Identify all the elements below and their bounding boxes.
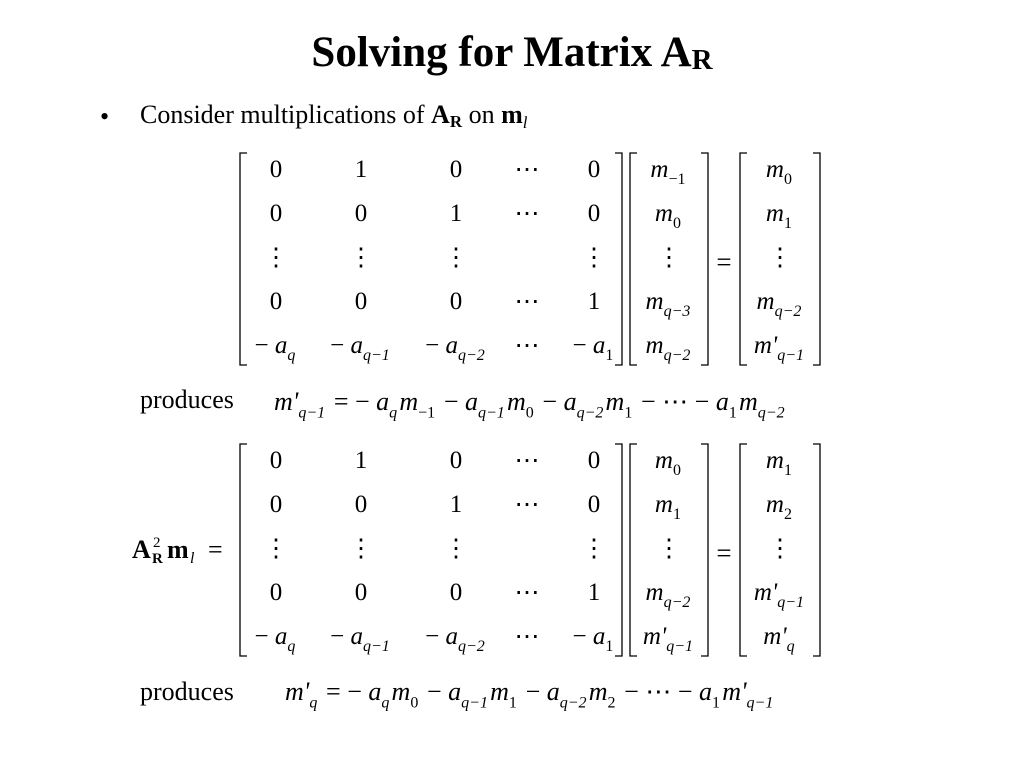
- eq2-vector-out-right-bracket: [813, 444, 820, 656]
- eq2-vector-out-r5: $m'_q$: [763, 623, 795, 655]
- bullet-vector-m: m: [501, 100, 523, 129]
- bullet-vector-m-subscript: l: [522, 113, 528, 132]
- eq2-matrix-r4-c2: 0: [354, 579, 368, 606]
- eq2-matrix-r3-c2: ⋮: [348, 535, 374, 562]
- eq2-matrix-left-bracket: [240, 444, 247, 656]
- eq1-matrix-r1-c1: 0: [269, 156, 283, 183]
- eq2-lhs-matrix-a: A: [132, 535, 151, 564]
- slide-title-subscript: R: [691, 44, 713, 76]
- eq2-lhs-equals: =: [208, 535, 223, 564]
- eq1-matrix-r2-c5: 0: [587, 200, 601, 227]
- eq2-lhs-superscript: 2: [153, 535, 161, 551]
- eq2-vector-in-r4: $m_{q-2}$: [645, 579, 691, 611]
- eq2-lhs-subscript: R: [152, 551, 163, 567]
- eq2-matrix-r1-c5: 0: [587, 447, 601, 474]
- eq2-matrix-r5-c1: − $a_q$: [254, 623, 296, 655]
- eq1-matrix-r3-c2: ⋮: [348, 244, 374, 271]
- eq2-matrix-r1-c3: 0: [449, 447, 463, 474]
- eq1-matrix-r2-c1: 0: [269, 200, 283, 227]
- eq2-matrix-r4-c4: ⋯: [514, 579, 540, 606]
- produces-label-2: produces: [140, 677, 234, 706]
- eq2-equals-sign: =: [716, 538, 732, 568]
- eq2-vector-out-r2: $m_2$: [765, 491, 792, 523]
- eq1-vector-out-r4: $m_{q-2}$: [756, 288, 802, 320]
- eq1-vector-in-r5: $m_{q-2}$: [645, 332, 691, 364]
- eq2-matrix-r5-c2: − $a_{q-1}$: [330, 623, 390, 655]
- eq2-vector-out-left-bracket: [740, 444, 747, 656]
- eq2-matrix-r1-c1: 0: [269, 447, 283, 474]
- eq2-matrix-r3-c1: ⋮: [263, 535, 289, 562]
- eq1-matrix-r4-c3: 0: [449, 288, 463, 315]
- eq2-vector-in-r5: $m'_{q-1}$: [642, 623, 694, 655]
- eq2-vector-in-left-bracket: [630, 444, 637, 656]
- eq2-vector-out-r1: $m_1$: [765, 447, 792, 479]
- eq2-vector-out-r4: $m'_{q-1}$: [753, 579, 805, 611]
- eq2-matrix-right-bracket: [615, 444, 622, 656]
- eq2-vector-in-r3: ⋮: [656, 535, 682, 562]
- eq1-matrix-r4-c2: 0: [354, 288, 368, 315]
- eq2-vector-in-right-bracket: [701, 444, 708, 656]
- eq1-matrix-r2-c2: 0: [354, 200, 368, 227]
- eq2-matrix-r3-c3: ⋮: [443, 535, 469, 562]
- eq1-vector-in-r3: ⋮: [656, 244, 682, 271]
- eq2-matrix-r3-c5: ⋮: [581, 535, 607, 562]
- eq2-matrix-r1-c4: ⋯: [514, 447, 540, 474]
- eq1-matrix-r1-c3: 0: [449, 156, 463, 183]
- eq2-matrix-r2-c5: 0: [587, 491, 601, 518]
- eq1-matrix-r2-c4: ⋯: [514, 200, 540, 227]
- eq1-matrix-r5-c2: − $a_{q-1}$: [330, 332, 390, 364]
- eq1-matrix-r5-c3: − $a_{q-2}$: [425, 332, 485, 364]
- eq1-matrix-r4-c5: 1: [587, 288, 601, 315]
- eq2-matrix-r4-c5: 1: [587, 579, 601, 606]
- eq2-matrix-r2-c2: 0: [354, 491, 368, 518]
- eq2-matrix-r5-c4: ⋯: [514, 623, 540, 650]
- eq2-matrix-r5-c3: − $a_{q-2}$: [425, 623, 485, 655]
- produces-label-1: produces: [140, 385, 234, 414]
- bullet-matrix-a-subscript: R: [449, 112, 463, 131]
- eq2-matrix-r5-c5: − $a_1$: [572, 623, 614, 655]
- bullet-marker: •: [100, 102, 110, 131]
- eq1-vector-in-r4: $m_{q-3}$: [645, 288, 691, 320]
- eq1-matrix-r1-c2: 1: [354, 156, 368, 183]
- eq2-matrix-r4-c3: 0: [449, 579, 463, 606]
- eq1-matrix-r5-c4: ⋯: [514, 332, 540, 359]
- eq2-matrix-r2-c4: ⋯: [514, 491, 540, 518]
- eq2-vector-in-r1: $m_0$: [654, 447, 681, 479]
- eq1-matrix-r3-c5: ⋮: [581, 244, 607, 271]
- eq1-vector-in-r2: $m_0$: [654, 200, 681, 232]
- slide-title-text: Solving for Matrix A: [311, 29, 692, 76]
- eq1-produces-formula: $m'_{q-1}$ = − $a_q$ $m_{-1}$ − $a_{q-1}$ $m_0$ − $a_{q-2}$ $m_1$ − ⋯ − $a_1$ $m_{q-2}$: [274, 387, 785, 422]
- eq1-matrix-r5-c1: − $a_q$: [254, 332, 296, 364]
- eq2-lhs-vector-m-subscript: l: [190, 550, 195, 567]
- eq1-matrix-r2-c3: 1: [449, 200, 463, 227]
- eq1-matrix-r1-c5: 0: [587, 156, 601, 183]
- eq1-vector-out-r5: $m'_{q-1}$: [753, 332, 805, 364]
- eq1-vector-out-r1: $m_0$: [765, 156, 792, 188]
- eq1-vector-out-r3: ⋮: [767, 244, 793, 271]
- eq1-vector-out-r2: $m_1$: [765, 200, 792, 232]
- eq2-matrix-r2-c3: 1: [449, 491, 463, 518]
- eq1-matrix-r4-c4: ⋯: [514, 288, 540, 315]
- eq1-matrix-r5-c5: − $a_1$: [572, 332, 614, 364]
- bullet-matrix-a: A: [431, 100, 450, 129]
- eq1-matrix-r1-c4: ⋯: [514, 156, 540, 183]
- eq1-matrix-r4-c1: 0: [269, 288, 283, 315]
- eq1-matrix-r3-c3: ⋮: [443, 244, 469, 271]
- eq2-lhs: [132, 535, 223, 567]
- eq1-matrix-r3-c1: ⋮: [263, 244, 289, 271]
- eq2-produces-formula: $m'_q$ = − $a_q$ $m_0$ − $a_{q-1}$ $m_1$ − $a_{q-2}$ $m_2$ − ⋯ − $a_1$ $m'_{q-1}$: [285, 677, 774, 712]
- eq2-matrix-r2-c1: 0: [269, 491, 283, 518]
- eq2-matrix-r1-c2: 1: [354, 447, 368, 474]
- eq2-matrix-r4-c1: 0: [269, 579, 283, 606]
- eq2-vector-out-r3: ⋮: [767, 535, 793, 562]
- eq1-equals-sign: =: [716, 247, 732, 277]
- eq1-vector-in-r1: $m_{-1}$: [650, 156, 686, 188]
- eq2-vector-in-r2: $m_1$: [654, 491, 681, 523]
- bullet-prefix: Consider multiplications of: [140, 100, 425, 129]
- eq2-lhs-vector-m: m: [167, 535, 189, 564]
- bullet-on: on: [468, 100, 495, 129]
